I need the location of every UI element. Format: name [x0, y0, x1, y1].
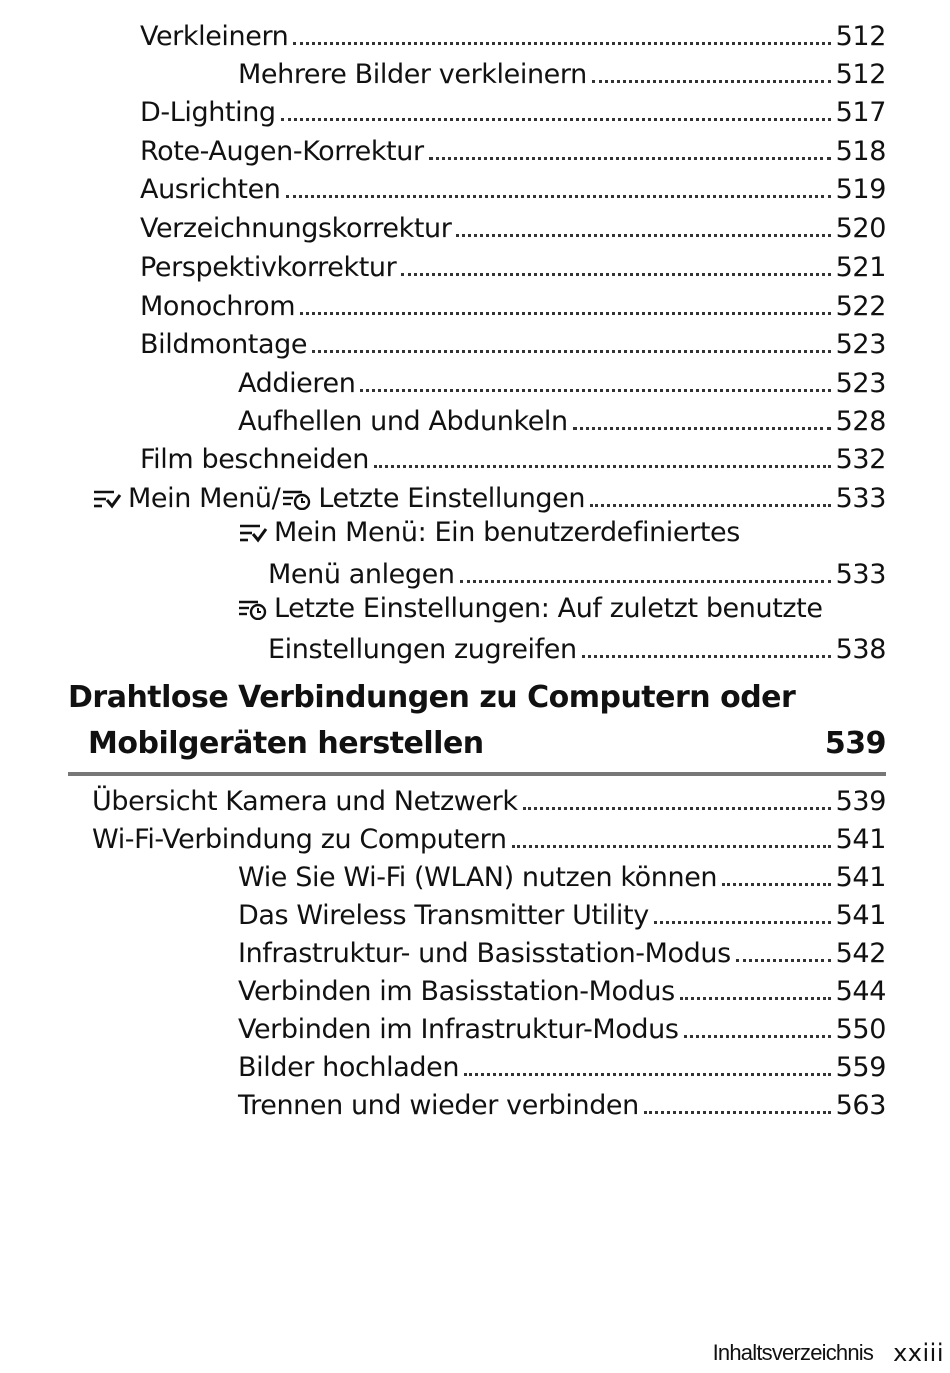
toc-entry[interactable]	[140, 247, 886, 285]
dot-leader	[644, 1111, 831, 1114]
section-heading-page: 539	[824, 726, 886, 761]
toc-entry-title: Film beschneiden	[140, 444, 369, 475]
toc-entry-title: Bildmontage	[140, 329, 308, 360]
toc-entry-title: Ausrichten	[140, 174, 281, 205]
toc-entry-title: Monochrom	[140, 291, 296, 322]
section-heading-line2	[68, 721, 886, 767]
toc-entry-page: 519	[835, 174, 886, 205]
dot-leader	[460, 580, 831, 583]
section-heading-line1: Drahtlose Verbindungen zu Computern oder	[68, 680, 796, 715]
toc-subentry-my-menu-line1[interactable]	[238, 516, 740, 550]
toc-entry-page: 541	[835, 900, 886, 931]
dot-leader	[654, 921, 831, 924]
toc-entry-title: Trennen und wieder verbinden	[238, 1090, 639, 1121]
dot-leader	[592, 80, 831, 83]
dot-leader	[722, 883, 831, 886]
toc-entry-title: Übersicht Kamera und Netzwerk	[92, 786, 518, 817]
toc-entry-page: 518	[835, 136, 886, 167]
dot-leader	[684, 1035, 831, 1038]
toc-subentry-recent-line2[interactable]	[268, 629, 886, 667]
recent-settings-label: Letzte Einstellungen	[318, 483, 586, 514]
toc-entry-page: 528	[835, 406, 886, 437]
toc-subentry-recent-line1[interactable]	[238, 592, 823, 626]
toc-entry[interactable]	[140, 324, 886, 362]
toc-entry-page: 538	[835, 634, 886, 665]
toc-entry-title: Verbinden im Infrastruktur-Modus	[238, 1014, 679, 1045]
toc-entry-title: Infrastruktur- und Basisstation-Modus	[238, 938, 731, 969]
toc-entry-title: Mehrere Bilder verkleinern	[238, 59, 587, 90]
dot-leader	[512, 845, 831, 848]
dot-leader	[401, 273, 830, 276]
toc-entry-title: Rote-Augen-Korrektur	[140, 136, 424, 167]
toc-entry-title: Menü anlegen	[268, 559, 455, 590]
toc-subentry-my-menu-line2[interactable]	[268, 554, 886, 592]
dot-leader	[680, 997, 831, 1000]
dot-leader	[374, 465, 831, 468]
toc-entry-page: 539	[835, 786, 886, 817]
toc-entry[interactable]	[140, 439, 886, 477]
dot-leader	[293, 42, 830, 45]
toc-entry-page: 517	[835, 97, 886, 128]
dot-leader	[736, 959, 831, 962]
toc-entry-page: 541	[835, 862, 886, 893]
page-number: xxiii	[893, 1339, 944, 1367]
toc-entry[interactable]	[140, 92, 886, 130]
toc-entry[interactable]	[238, 1009, 886, 1047]
toc-entry[interactable]	[238, 401, 886, 439]
toc-entry-title: Aufhellen und Abdunkeln	[238, 406, 568, 437]
dot-leader	[456, 234, 830, 237]
toc-entry-title: Verkleinern	[140, 21, 289, 52]
toc-entry[interactable]	[238, 1085, 886, 1123]
toc-entry-title: Verbinden im Basisstation-Modus	[238, 976, 675, 1007]
toc-entry-page: 512	[835, 59, 886, 90]
toc-entry-page: 544	[835, 976, 886, 1007]
toc-entry-title: Verzeichnungskorrektur	[140, 213, 452, 244]
dot-leader	[360, 389, 830, 392]
toc-entry-page: 523	[835, 329, 886, 360]
dot-leader	[281, 118, 831, 121]
toc-entry-page: 523	[835, 368, 886, 399]
recent-settings-icon	[238, 598, 268, 620]
toc-entry[interactable]	[140, 16, 886, 54]
toc-entry-title: Bilder hochladen	[238, 1052, 460, 1083]
my-menu-icon	[92, 488, 122, 510]
my-menu-label: Mein Menü/	[128, 483, 281, 514]
toc-entry-page: 521	[835, 252, 886, 283]
toc-entry[interactable]	[238, 857, 886, 895]
toc-entry-page: 520	[835, 213, 886, 244]
toc-entry-page: 559	[835, 1052, 886, 1083]
toc-entry-title: Wie Sie Wi-Fi (WLAN) nutzen können	[238, 862, 718, 893]
section-divider	[68, 772, 886, 776]
toc-entry[interactable]	[140, 208, 886, 246]
toc-entry-title: Perspektivkorrektur	[140, 252, 397, 283]
toc-entry-page: 522	[835, 291, 886, 322]
toc-entry-my-menu[interactable]	[92, 478, 886, 516]
toc-entry-page: 550	[835, 1014, 886, 1045]
my-menu-icon	[238, 522, 268, 544]
toc-entry[interactable]	[140, 286, 886, 324]
toc-entry[interactable]	[238, 933, 886, 971]
toc-entry-title: Wi-Fi-Verbindung zu Computern	[92, 824, 507, 855]
dot-leader	[300, 312, 831, 315]
dot-leader	[312, 350, 831, 353]
toc-entry-title: Einstellungen zugreifen	[268, 634, 577, 665]
dot-leader	[464, 1073, 831, 1076]
dot-leader	[286, 195, 831, 198]
recent-settings-icon	[282, 488, 312, 510]
toc-entry-title: Mein Menü: Ein benutzerdefiniertes	[274, 517, 740, 548]
dot-leader	[523, 807, 831, 810]
toc-entry-title	[92, 482, 585, 516]
toc-entry[interactable]	[92, 781, 886, 819]
dot-leader	[429, 157, 831, 160]
toc-entry-page: 541	[835, 824, 886, 855]
toc-entry[interactable]	[140, 169, 886, 207]
toc-entry-page: 512	[835, 21, 886, 52]
dot-leader	[590, 504, 831, 507]
toc-entry-page: 533	[835, 559, 886, 590]
toc-entry[interactable]	[238, 54, 886, 92]
toc-entry-title: D-Lighting	[140, 97, 276, 128]
toc-entry-title: Letzte Einstellungen: Auf zuletzt benutzte	[274, 593, 823, 624]
section-heading-title: Mobilgeräten herstellen	[88, 726, 484, 761]
section-heading[interactable]	[68, 675, 886, 767]
toc-entry[interactable]	[238, 895, 886, 933]
toc-entry[interactable]	[238, 1047, 886, 1085]
toc-entry[interactable]	[238, 971, 886, 1009]
toc-entry-page: 532	[835, 444, 886, 475]
toc-entry[interactable]	[140, 131, 886, 169]
dot-leader	[573, 427, 831, 430]
toc-entry-title: Das Wireless Transmitter Utility	[238, 900, 649, 931]
toc-entry[interactable]	[92, 819, 886, 857]
page-footer	[713, 1333, 944, 1373]
dot-leader	[582, 655, 831, 658]
toc-entry-page: 542	[835, 938, 886, 969]
footer-label: Inhaltsverzeichnis	[712, 1340, 874, 1365]
toc-entry-title: Addieren	[238, 368, 356, 399]
toc-entry[interactable]	[238, 363, 886, 401]
toc-entry-page: 533	[835, 483, 886, 514]
toc-entry-page: 563	[835, 1090, 886, 1121]
